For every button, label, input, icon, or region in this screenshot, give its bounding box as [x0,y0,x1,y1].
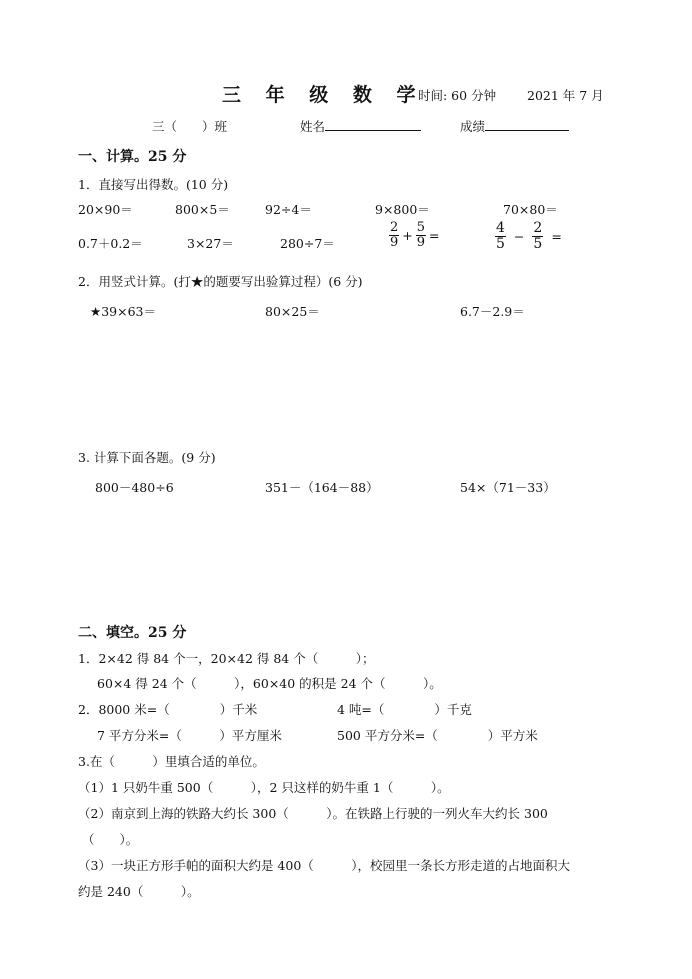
q1-item: 3×27＝ [187,236,234,251]
q2-title: 2．用竖式计算。(打★的题要写出验算过程）(6 分) [78,274,363,289]
fill-line: （1）1 只奶牛重 500（ ），2 只这样的奶牛重 1（ ）。 [78,780,450,795]
fraction: $\frac{5}{9}$ [416,220,426,250]
q1-item: 0.7＋0.2＝ [78,236,143,251]
fraction: $\frac{4}{5}$ [496,220,505,252]
name-field[interactable] [300,117,421,135]
name-blank[interactable] [325,118,421,131]
fill-line: （2）南京到上海的铁路大约长 300（ ）。在铁路上行驶的一列火车大约长 300 [78,806,548,821]
fill-line: 2．8000 米=（ ）千米 [78,702,258,717]
name-label: 姓名 [300,119,326,134]
q1-item: 280÷7＝ [280,236,335,251]
fill-line: 3.在（ ）里填合适的单位。 [78,754,265,769]
score-field[interactable] [460,117,569,135]
q1-item: 92÷4＝ [265,202,312,217]
fill-line: 500 平方分米=（ ）平方米 [337,728,538,743]
page-title: 三 年 级 数 学 [222,84,425,106]
fill-line: 7 平方分米=（ ）平方厘米 [97,728,282,743]
q3-item: 351－（164－88） [265,480,379,495]
fraction-expression-2: $\frac{4}{5}$ − $\frac{2}{5}$ = [496,220,562,252]
fill-line: 60×4 得 24 个（ ），60×40 的积是 24 个（ ）。 [97,676,442,691]
fraction: $\frac{2}{9}$ [390,220,399,250]
fill-line: 约是 240（ ）。 [78,884,200,899]
fill-line: （ ）。 [82,832,139,847]
fill-line: 4 吨=（ ）千克 [337,702,472,717]
score-label: 成绩 [460,119,486,134]
fill-line: （3）一块正方形手帕的面积大约是 400（ ），校园里一条长方形走道的占地面积大 [78,858,571,873]
q3-title: 3. 计算下面各题。(9 分) [78,450,216,465]
score-blank[interactable] [485,118,569,131]
fraction-expression-1: $\frac{2}{9}$ + $\frac{5}{9}$ = [390,220,440,250]
exam-time: 时间: 60 分钟 [418,88,497,103]
fill-line: 1．2×42 得 84 个一，20×42 得 84 个（ ）； [78,651,375,666]
q3-item: 800－480÷6 [95,480,174,495]
fraction: $\frac{2}{5}$ [533,220,543,252]
section2-heading: 二、填空。25 分 [78,625,187,641]
q1-item: 70×80＝ [503,202,558,217]
q3-item: 54×（71－33） [460,480,556,495]
section1-heading: 一、计算。25 分 [78,149,187,165]
exam-date: 2021 年 7 月 [527,88,604,103]
q1-item: 800×5＝ [175,202,230,217]
q2-item: 80×25＝ [265,304,320,319]
q1-title: 1．直接写出得数。(10 分) [78,177,229,192]
q1-item: 9×800＝ [375,202,430,217]
q2-item: ★39×63＝ [90,304,156,319]
q1-item: 20×90＝ [78,202,133,217]
class-label: 三（ ）班 [152,119,228,134]
q2-item: 6.7－2.9＝ [460,304,525,319]
